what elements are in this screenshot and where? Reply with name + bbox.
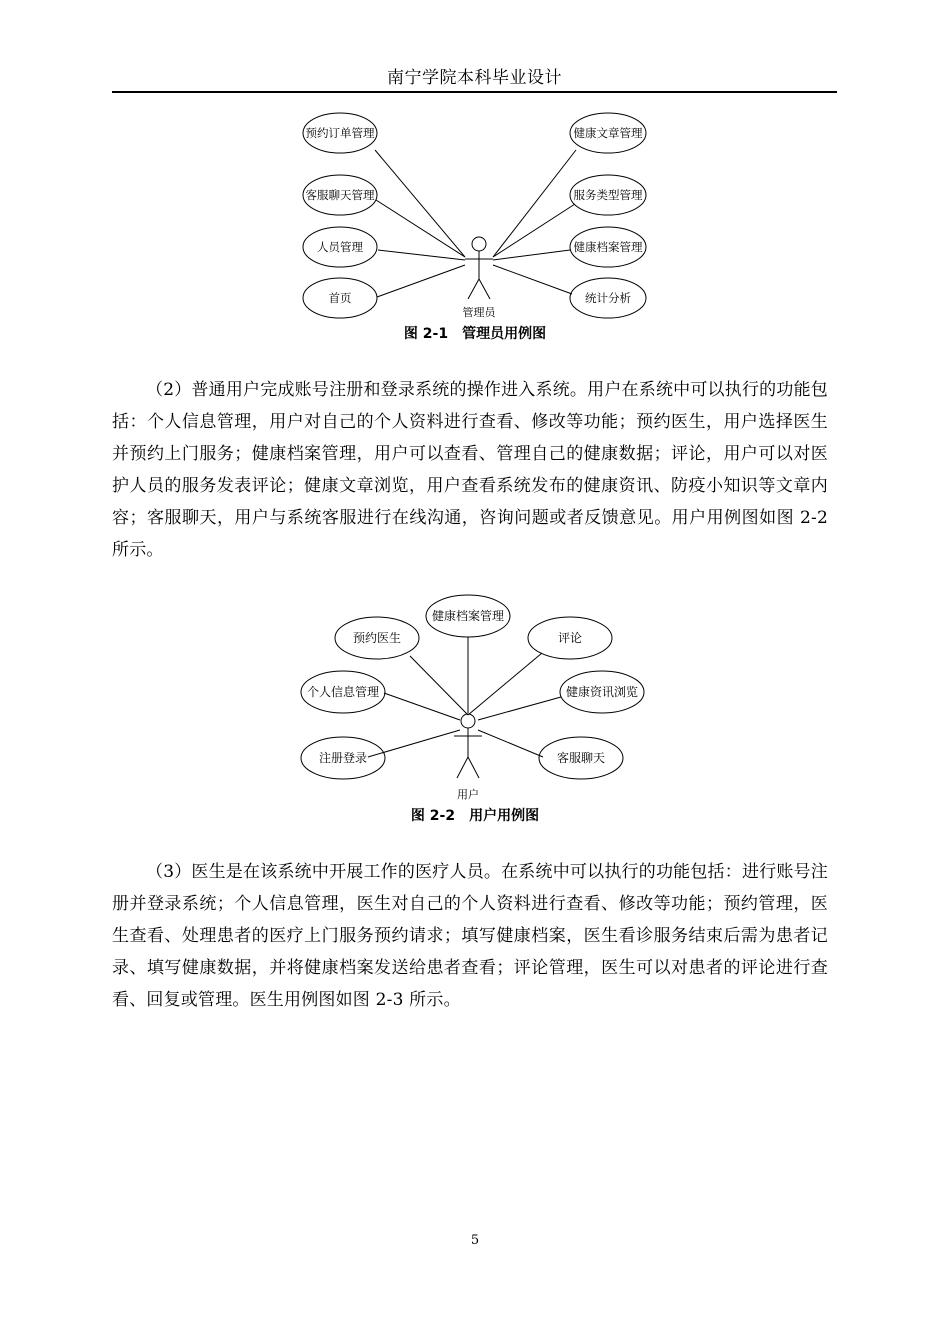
figure-2-2-caption: 图 2-2 用户用例图 [410,808,540,824]
use-case-staff-mgmt: 人员管理 [317,240,363,254]
use-case-health-record: 健康档案管理 [431,609,505,623]
use-case-personal-info: 个人信息管理 [306,685,380,699]
use-case-book-doctor: 预约医生 [352,631,402,645]
figure-2-1-caption: 图 2-1 管理员用例图 [403,326,547,342]
page-header-title: 南宁学院本科毕业设计 [387,68,562,88]
use-case-record-mgmt: 健康档案管理 [573,240,643,254]
use-case-article-mgmt: 健康文章管理 [573,126,643,140]
use-case-service-chat: 客服聊天 [556,751,606,765]
page-number: 5 [470,1233,480,1248]
use-case-statistics: 统计分析 [585,291,631,305]
paragraph-2: （2）普通用户完成账号注册和登录系统的操作进入系统。用户在系统中可以执行的功能包括：个人信息管理，用户对自己的个人资料进行查看、修改等功能；预约医生，用户选择医生并预约上门服务；健康档案管理，用户可以查看、管理自己的健康数据；评论，用户可以对医护人员的服务发表评论；健康文章浏览，用户查看系统发布的健康资讯、防疫小知识等文章内容；客服聊天，用户与系统客服进行在线沟通，咨询问题或者反馈意见。用户用例图如图 2-2 所示。 [112,380,828,560]
use-case-service-type-mgmt: 服务类型管理 [573,188,643,202]
use-case-register-login: 注册登录 [318,751,368,765]
actor-admin-label: 管理员 [462,306,496,319]
use-case-home: 首页 [328,291,352,305]
use-case-comment: 评论 [557,631,583,645]
use-case-health-news: 健康资讯浏览 [565,685,639,699]
actor-user-label: 用户 [457,788,479,801]
paragraph-3: （3）医生是在该系统中开展工作的医疗人员。在系统中可以执行的功能包括：进行账号注册并登录系统；个人信息管理，医生对自己的个人资料进行查看、修改等功能；预约管理，医生查看、处理患者的医疗上门服务预约请求；填写健康档案，医生看诊服务结束后需为患者记录、填写健康数据，并将健康档案发送给患者查看；评论管理，医生可以对患者的评论进行查看、回复或管理。医生用例图如图 2-3 所示。 [112,862,828,1010]
use-case-order-mgmt: 预约订单管理 [305,126,375,140]
use-case-service-chat-mgmt: 客服聊天管理 [305,188,375,202]
